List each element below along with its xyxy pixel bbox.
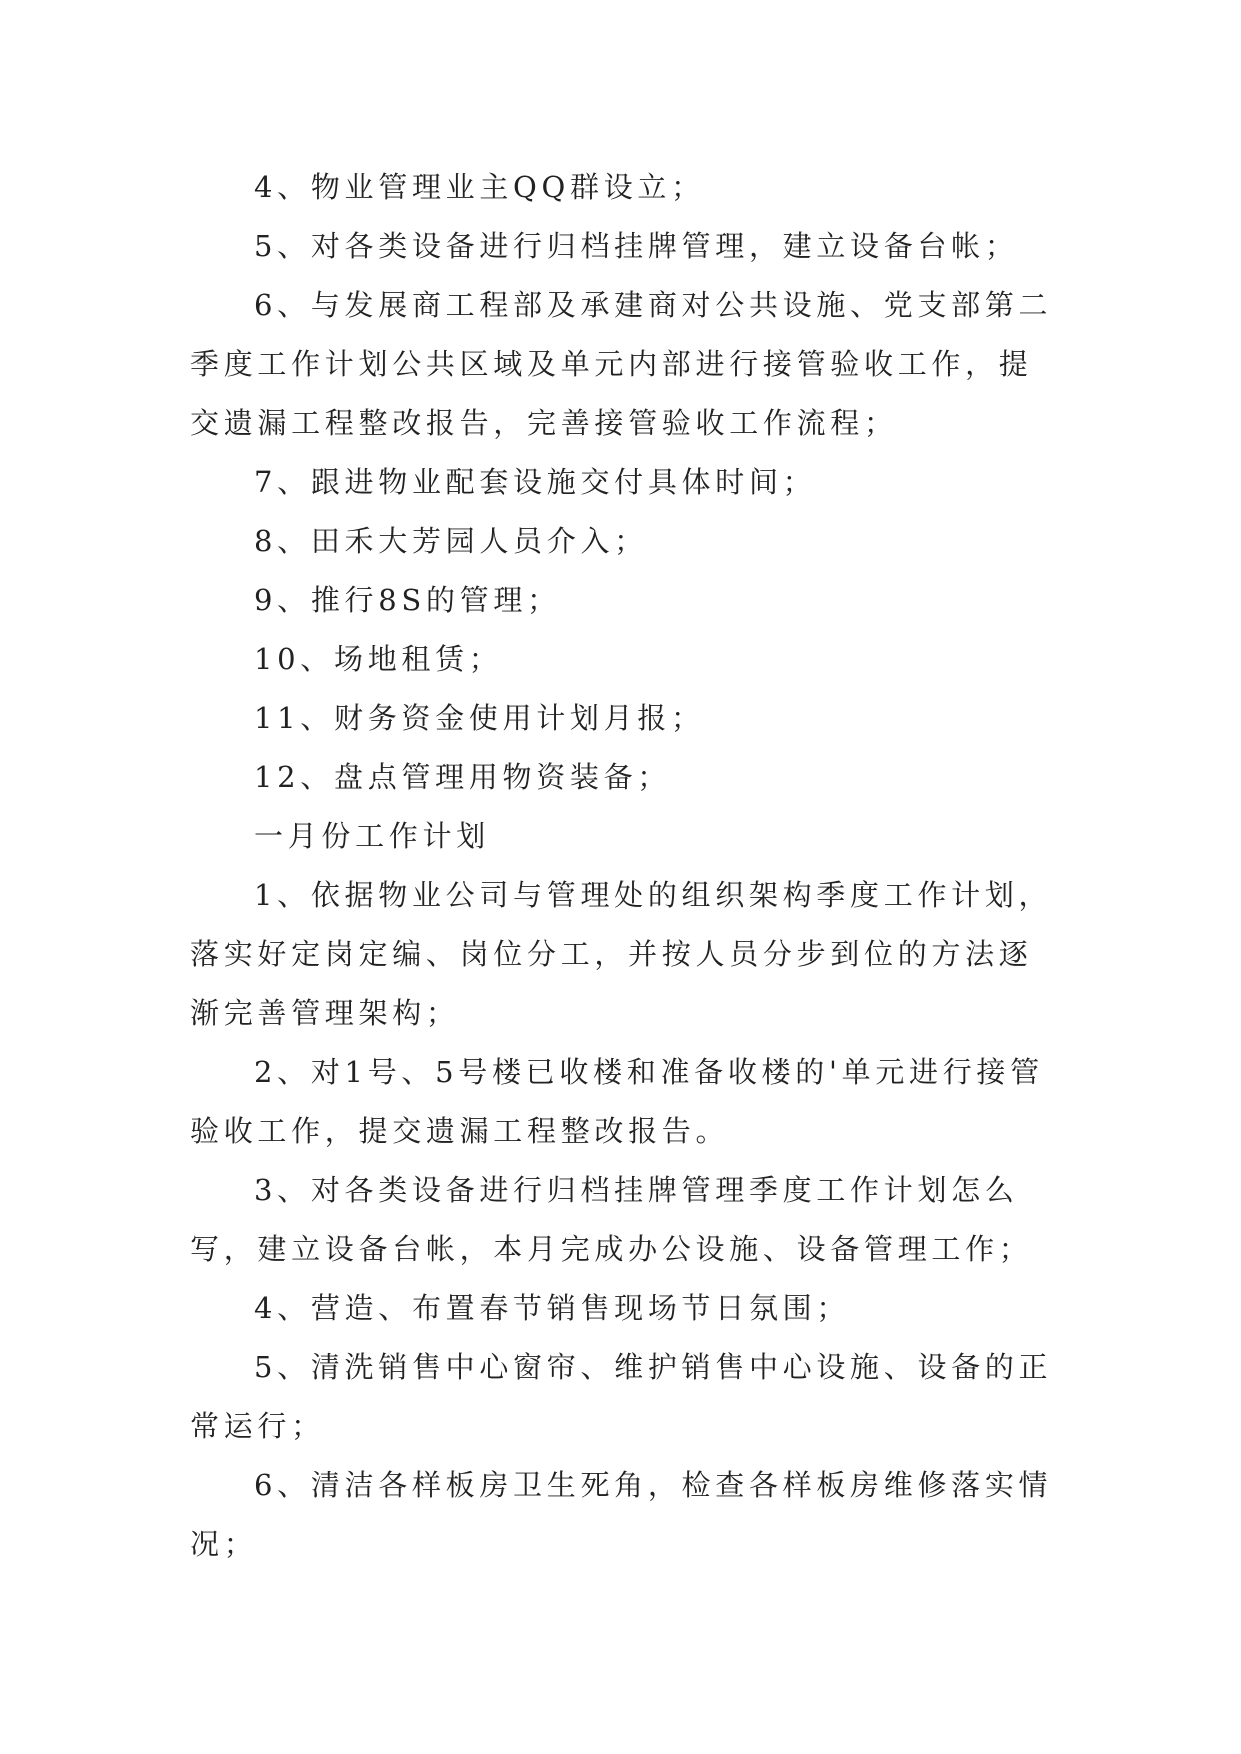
list-item-facility-8-staff-intervention: 8、田禾大芳园人员介入； xyxy=(254,524,648,558)
list-item-january-1-organization: 1、依据物业公司与管理处的组织架构季度工作计划，落实好定岗定编、岗位分工，并按人员分步到位的方法逐渐完善管理架构； xyxy=(190,878,1053,1030)
list-item-facility-7-delivery-time: 7、跟进物业配套设施交付具体时间； xyxy=(254,465,817,499)
list-item-january-3-equipment-ledger: 3、对各类设备进行归档挂牌管理季度工作计划怎么写，建立设备台帐，本月完成办公设施、设备管理工作； xyxy=(190,1173,1033,1266)
list-item-facility-4-qq-group: 4、物业管理业主QQ群设立； xyxy=(254,170,705,204)
section-heading-january-plan: 一月份工作计划 xyxy=(254,819,490,853)
list-item-january-5-sales-center: 5、清洗销售中心窗帘、维护销售中心设施、设备的正常运行； xyxy=(190,1350,1053,1443)
list-item-facility-6-handover-inspection: 6、与发展商工程部及承建商对公共设施、党支部第二季度工作计划公共区域及单元内部进行接管验收工作，提交遗漏工程整改报告，完善接管验收工作流程； xyxy=(190,288,1053,440)
list-item-facility-5-equipment-ledger: 5、对各类设备进行归档挂牌管理，建立设备台帐； xyxy=(254,229,1019,263)
list-item-facility-10-site-rental: 10、场地租赁； xyxy=(254,642,503,676)
list-item-january-2-unit-inspection: 2、对1号、5号楼已收楼和准备收楼的'单元进行接管验收工作，提交遗漏工程整改报告。 xyxy=(190,1055,1044,1148)
list-item-facility-9-8s-management: 9、推行8S的管理； xyxy=(254,583,561,617)
document-body xyxy=(190,158,1060,1574)
list-item-facility-11-finance-report: 11、财务资金使用计划月报； xyxy=(254,701,705,735)
list-item-facility-12-inventory: 12、盘点管理用物资装备； xyxy=(254,760,672,794)
list-item-january-4-festival-decoration: 4、营造、布置春节销售现场节日氛围； xyxy=(254,1291,851,1325)
list-item-january-6-model-rooms: 6、清洁各样板房卫生死角，检查各样板房维修落实情况； xyxy=(190,1468,1053,1561)
